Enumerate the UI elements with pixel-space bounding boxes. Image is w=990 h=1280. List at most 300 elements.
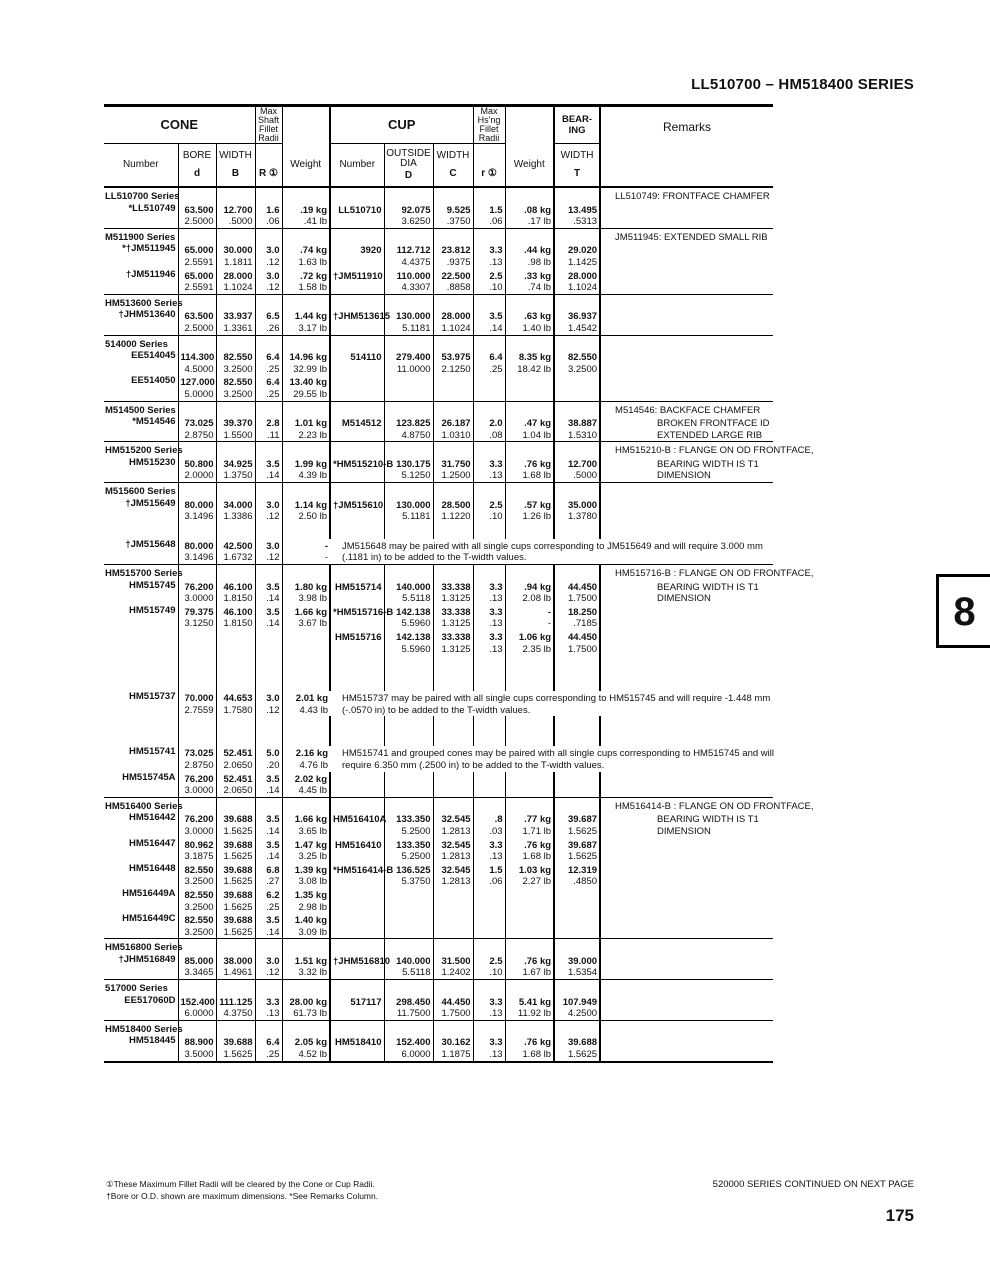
cwidth-cell	[433, 902, 473, 914]
od-cell: 136.525	[384, 863, 433, 877]
od-cell: 6.0000	[384, 1049, 433, 1062]
r-cell: .25	[255, 389, 282, 401]
hr-cell: .13	[473, 470, 505, 482]
empty-cell	[473, 294, 505, 309]
table-row	[104, 511, 773, 523]
width-cell	[216, 644, 255, 656]
empty-cell	[505, 335, 554, 350]
empty-cell	[330, 523, 384, 539]
empty-cell	[282, 335, 330, 350]
cweight-cell: .33 kg	[505, 269, 554, 283]
empty-cell	[330, 442, 384, 457]
cone-cell: HM515749	[129, 604, 176, 616]
cweight-cell: .98 lb	[505, 257, 554, 269]
empty-cell	[178, 228, 216, 243]
od-cell: 4.4375	[384, 257, 433, 269]
series-row	[104, 442, 773, 457]
hr-cell: 6.4	[473, 350, 505, 364]
width-cell: 82.550	[216, 350, 255, 364]
r-cell: 6.4	[255, 375, 282, 389]
cup-cell	[330, 282, 384, 294]
table-row	[104, 644, 773, 656]
hr-cell: 2.5	[473, 498, 505, 512]
remark-cell	[600, 483, 773, 498]
hr-cell	[473, 389, 505, 401]
empty-cell	[433, 565, 473, 580]
weight-cell: 29.55 lb	[282, 389, 330, 401]
weight-cell: 1.66 kg	[282, 605, 330, 619]
table-row	[104, 416, 773, 430]
hr-cell: .13	[473, 851, 505, 863]
series-row	[104, 335, 773, 350]
remark-cell	[600, 927, 773, 939]
width-cell: 1.1811	[216, 257, 255, 269]
r-hsg-header: r ①	[473, 144, 505, 188]
empty-cell	[216, 797, 255, 812]
empty-cell	[505, 483, 554, 498]
width-cell: 46.100	[216, 605, 255, 619]
cwidth-cell	[433, 913, 473, 927]
cup-cell	[330, 618, 384, 630]
weight-cell: -	[282, 552, 330, 564]
od-cell: 5.1181	[384, 323, 433, 335]
empty-cell	[505, 565, 554, 580]
bwidth-cell	[554, 927, 600, 939]
od-cell: 142.138	[384, 605, 433, 619]
empty-cell	[433, 716, 473, 746]
table-row	[104, 375, 773, 389]
cweight-cell: .17 lb	[505, 216, 554, 228]
cweight-cell: 1.68 lb	[505, 851, 554, 863]
series-label: HM513600 Series	[104, 294, 178, 309]
weight-cell: 2.98 lb	[282, 902, 330, 914]
hr-cell: .06	[473, 876, 505, 888]
cone-cell: †JM511946	[125, 268, 176, 280]
series-label: M514500 Series	[104, 401, 178, 416]
empty-cell	[554, 797, 600, 812]
empty-cell	[178, 565, 216, 580]
width-cell: 1.3386	[216, 511, 255, 523]
r-cell: .26	[255, 323, 282, 335]
bore-cell: 2.5591	[178, 257, 216, 269]
empty-cell	[216, 1020, 255, 1035]
cup-cell	[330, 430, 384, 442]
od-cell: 5.5118	[384, 967, 433, 979]
cwidth-cell: 1.2813	[433, 826, 473, 838]
cup-cell: †JHM516810	[330, 954, 384, 968]
cwidth-cell: 1.1024	[433, 323, 473, 335]
cwidth-cell: 44.450	[433, 995, 473, 1009]
weight-cell: 4.45 lb	[282, 785, 330, 797]
table-row	[104, 967, 773, 979]
remark-cell: HM516414-B : FLANGE ON OD FRONTFACE,	[600, 797, 773, 812]
cone-header: CONE	[104, 106, 255, 144]
r-cell: .12	[255, 511, 282, 523]
bwidth-cell: 1.3780	[554, 511, 600, 523]
cweight-cell: 5.41 kg	[505, 995, 554, 1009]
empty-cell	[330, 401, 384, 416]
table-row	[104, 605, 773, 619]
r-cell: 3.5	[255, 605, 282, 619]
width-cell: 46.100	[216, 580, 255, 594]
r-cell: .27	[255, 876, 282, 888]
width-cell: 2.0650	[216, 785, 255, 797]
empty-cell	[473, 187, 505, 203]
width-cell: .5000	[216, 216, 255, 228]
empty-cell	[216, 565, 255, 580]
cup-cell	[330, 511, 384, 523]
hr-cell: .10	[473, 282, 505, 294]
hr-cell: .10	[473, 511, 505, 523]
weight-cell	[282, 644, 330, 656]
remark-cell	[600, 863, 773, 877]
header-row-bottom	[104, 144, 773, 188]
cone-cell	[104, 593, 178, 605]
cweight-cell: 1.40 lb	[505, 323, 554, 335]
remark-cell: JM511945: EXTENDED SMALL RIB	[600, 228, 773, 243]
empty-cell	[505, 716, 554, 746]
weight-cell: 4.52 lb	[282, 1049, 330, 1062]
cweight-cell: 11.92 lb	[505, 1008, 554, 1020]
cone-cell	[104, 785, 178, 797]
r-cell: 6.4	[255, 1035, 282, 1049]
cweight-cell: 2.35 lb	[505, 644, 554, 656]
cweight-cell: 1.06 kg	[505, 630, 554, 644]
od-cell	[384, 785, 433, 797]
bwidth-cell	[554, 913, 600, 927]
bore-cell: 65.000	[178, 243, 216, 257]
cup-cell	[330, 323, 384, 335]
cone-cell: HM516449A	[122, 887, 176, 899]
bore-cell: 3.0000	[178, 785, 216, 797]
bwidth-cell: 1.5625	[554, 826, 600, 838]
bore-cell: 80.000	[178, 498, 216, 512]
table-row	[104, 851, 773, 863]
width-cell: 44.653	[216, 691, 255, 705]
empty-cell	[554, 187, 600, 203]
weight-cell: 1.58 lb	[282, 282, 330, 294]
remark-cell	[600, 838, 773, 852]
table-row	[104, 593, 773, 605]
table-row	[104, 785, 773, 797]
empty-cell	[178, 1020, 216, 1035]
cone-cell: *LL510749	[128, 202, 176, 214]
empty-cell	[330, 655, 384, 691]
od-cell	[384, 913, 433, 927]
table-row	[104, 580, 773, 594]
cweight-cell: 1.68 lb	[505, 470, 554, 482]
width-cell: 1.1024	[216, 282, 255, 294]
cweight-cell: 1.68 lb	[505, 1049, 554, 1062]
remark-cell	[600, 772, 773, 786]
table-row	[104, 716, 773, 746]
hr-cell: 3.3	[473, 605, 505, 619]
od-cell: 123.825	[384, 416, 433, 430]
cone-cell: HM516442	[129, 812, 176, 824]
table-row	[104, 552, 773, 564]
bearing-header: BEAR-ING	[554, 106, 600, 144]
cup-cell	[330, 851, 384, 863]
od-cell	[384, 389, 433, 401]
width-cell: 1.5625	[216, 851, 255, 863]
weight-cell: 1.39 kg	[282, 863, 330, 877]
bore-cell: 3.2500	[178, 876, 216, 888]
cup-cell: LL510710	[330, 203, 384, 217]
cup-cell: HM515716	[330, 630, 384, 644]
width-cell: 30.000	[216, 243, 255, 257]
series-label: M515600 Series	[104, 483, 178, 498]
empty-cell	[384, 187, 433, 203]
empty-cell	[433, 187, 473, 203]
remark-cell	[600, 257, 773, 269]
max-hsg-header: Max Hs'ng Fillet Radii	[473, 106, 505, 144]
cwidth-cell: 32.545	[433, 863, 473, 877]
remark-cell	[600, 294, 773, 309]
od-cell: 279.400	[384, 350, 433, 364]
bwidth-cell: 39.687	[554, 838, 600, 852]
r-cell: .20	[255, 760, 282, 772]
empty-cell	[282, 187, 330, 203]
bore-cell: 76.200	[178, 772, 216, 786]
empty-cell	[384, 228, 433, 243]
empty-cell	[216, 228, 255, 243]
cup-cell	[330, 967, 384, 979]
empty-cell	[255, 939, 282, 954]
od-cell: 140.000	[384, 954, 433, 968]
cwidth-cell: 9.525	[433, 203, 473, 217]
cone-cell	[104, 826, 178, 838]
remark-cell: BEARING WIDTH IS T1	[600, 457, 773, 471]
empty-cell	[178, 483, 216, 498]
cone-cell: HM515745A	[122, 771, 176, 783]
cwidth-cell: 1.2500	[433, 470, 473, 482]
series-row	[104, 187, 773, 203]
width-cell: 4.3750	[216, 1008, 255, 1020]
bwidth-cell: 44.450	[554, 630, 600, 644]
series-label: LL510700 Series	[105, 191, 180, 202]
empty-cell	[473, 401, 505, 416]
cwidth-cell: 31.750	[433, 457, 473, 471]
empty-cell	[554, 716, 600, 746]
empty-cell	[255, 401, 282, 416]
hr-cell	[473, 902, 505, 914]
empty-cell	[384, 980, 433, 995]
bwidth-cell	[554, 389, 600, 401]
cwidth-cell: 53.975	[433, 350, 473, 364]
r-cell: .25	[255, 902, 282, 914]
empty-cell	[178, 523, 216, 539]
cup-cell: HM518410	[330, 1035, 384, 1049]
empty-cell	[216, 442, 255, 457]
cone-cell	[104, 644, 178, 656]
bwidth-cell: 1.5354	[554, 967, 600, 979]
empty-cell	[282, 797, 330, 812]
empty-cell	[255, 655, 282, 691]
cwidth-cell: 31.500	[433, 954, 473, 968]
weight-cell: 1.80 kg	[282, 580, 330, 594]
hr-cell: .08	[473, 430, 505, 442]
weight-cell: 1.66 kg	[282, 812, 330, 826]
series-row	[104, 980, 773, 995]
empty-cell	[216, 716, 255, 746]
weight-cell: 13.40 kg	[282, 375, 330, 389]
bore-cell: 65.000	[178, 269, 216, 283]
bwidth-cell	[554, 888, 600, 902]
table-row	[104, 746, 773, 760]
weight-cell: .72 kg	[282, 269, 330, 283]
od-cell: 142.138	[384, 630, 433, 644]
weight-cell: 28.00 kg	[282, 995, 330, 1009]
footnote-max-dims: †Bore or O.D. shown are maximum dimensions. *See Remarks Column.	[106, 1191, 379, 1201]
section-tab: 8	[936, 574, 990, 648]
empty-cell	[473, 442, 505, 457]
cweight-cell: 1.67 lb	[505, 967, 554, 979]
cup-cell	[330, 826, 384, 838]
cweight-cell: .57 kg	[505, 498, 554, 512]
series-row	[104, 401, 773, 416]
weight-cell: 2.05 kg	[282, 1035, 330, 1049]
empty-cell	[505, 294, 554, 309]
cup-cell	[330, 257, 384, 269]
table-row	[104, 470, 773, 482]
bore-cell: 2.7559	[178, 705, 216, 717]
cup-cell: *HM516414-B	[330, 863, 384, 877]
series-title: LL510700 – HM518400 SERIES	[691, 76, 914, 93]
cup-cell	[330, 772, 384, 786]
hr-cell: .13	[473, 618, 505, 630]
od-cell: 152.400	[384, 1035, 433, 1049]
bwidth-cell: 12.319	[554, 863, 600, 877]
width-cell: 1.4961	[216, 967, 255, 979]
bwidth-cell: 1.5625	[554, 1049, 600, 1062]
bore-cell: 2.5000	[178, 216, 216, 228]
cwidth-cell: 28.500	[433, 498, 473, 512]
width-cell: 1.5625	[216, 826, 255, 838]
cwidth-cell: 32.545	[433, 812, 473, 826]
series-row	[104, 483, 773, 498]
table-row	[104, 876, 773, 888]
width-cell: 3.2500	[216, 389, 255, 401]
bwidth-cell: 39.688	[554, 1035, 600, 1049]
empty-cell	[216, 483, 255, 498]
empty-cell	[505, 1020, 554, 1035]
bore-cell: 63.500	[178, 203, 216, 217]
weight-cell	[282, 630, 330, 644]
remark-cell	[600, 375, 773, 389]
cwidth-cell: 33.338	[433, 580, 473, 594]
width-cell: 1.3750	[216, 470, 255, 482]
table-row	[104, 902, 773, 914]
table-row	[104, 243, 773, 257]
empty-cell	[505, 939, 554, 954]
od-cell: 133.350	[384, 812, 433, 826]
empty-cell	[433, 442, 473, 457]
bwidth-cell: 38.887	[554, 416, 600, 430]
cup-cell	[330, 902, 384, 914]
weight-cell: 1.14 kg	[282, 498, 330, 512]
table-row	[104, 323, 773, 335]
empty-cell	[384, 483, 433, 498]
pairing-note: (-.0570 in) to be added to the T-width values.	[342, 704, 531, 716]
bore-cell: 2.8750	[178, 760, 216, 772]
series-row	[104, 228, 773, 243]
remark-cell	[600, 309, 773, 323]
hr-cell: 3.3	[473, 1035, 505, 1049]
remark-cell	[600, 203, 773, 217]
weight-cell: 3.17 lb	[282, 323, 330, 335]
empty-cell	[178, 401, 216, 416]
cone-cell: EE517060D	[124, 994, 176, 1006]
hr-cell: 3.3	[473, 580, 505, 594]
series-row	[104, 1020, 773, 1035]
cone-cell	[104, 876, 178, 888]
hr-cell: .13	[473, 1008, 505, 1020]
cup-cell	[330, 375, 384, 389]
empty-cell	[505, 187, 554, 203]
width-cell: 1.5625	[216, 876, 255, 888]
cup-cell	[330, 644, 384, 656]
empty-cell	[282, 294, 330, 309]
empty-cell	[473, 716, 505, 746]
pairing-note: HM515741 and grouped cones may be paired with all single cups corresponding to HM515745 and will	[342, 748, 774, 760]
cweight-cell: .47 kg	[505, 416, 554, 430]
pairing-note: JM515648 may be paired with all single cups corresponding to JM515649 and will require 3.000 mm	[342, 540, 763, 552]
width-cell: 2.0650	[216, 760, 255, 772]
weight-cell: 3.98 lb	[282, 593, 330, 605]
cup-cell	[330, 364, 384, 376]
empty-cell	[330, 187, 384, 203]
width-cell: 39.688	[216, 1035, 255, 1049]
empty-cell	[178, 655, 216, 691]
cup-cell: *HM515716-B	[330, 605, 384, 619]
empty-cell	[505, 228, 554, 243]
cwidth-cell: 23.812	[433, 243, 473, 257]
bwidth-cell: 39.000	[554, 954, 600, 968]
cwidth-cell: 33.338	[433, 630, 473, 644]
table-row	[104, 691, 773, 705]
cweight-cell: .76 kg	[505, 457, 554, 471]
cone-cell: EE514045	[131, 350, 176, 362]
cone-cell: HM515741	[129, 746, 176, 758]
bore-cell: 2.5000	[178, 323, 216, 335]
table-body	[104, 187, 814, 1062]
r-cell: .12	[255, 705, 282, 717]
bore-cell: 50.800	[178, 457, 216, 471]
series-label: HM516400 Series	[104, 797, 178, 812]
cweight-cell: .76 kg	[505, 1035, 554, 1049]
hr-cell	[473, 927, 505, 939]
hr-cell: .13	[473, 1049, 505, 1062]
cup-cell	[330, 216, 384, 228]
cwidth-cell	[433, 927, 473, 939]
weight-cell: -	[282, 539, 330, 553]
cone-cell	[104, 389, 178, 401]
r-cell: 6.4	[255, 350, 282, 364]
bearing-spec-table	[104, 104, 814, 1063]
table-row	[104, 1008, 773, 1020]
r-cell: .12	[255, 967, 282, 979]
empty-cell	[282, 228, 330, 243]
series-label: M511900 Series	[104, 228, 178, 243]
hr-cell: 3.3	[473, 457, 505, 471]
cone-cell	[104, 967, 178, 979]
r-cell: 3.0	[255, 954, 282, 968]
empty-cell	[255, 294, 282, 309]
remark-cell	[600, 980, 773, 995]
table-row	[104, 430, 773, 442]
hr-cell: .13	[473, 593, 505, 605]
remark-cell	[600, 967, 773, 979]
